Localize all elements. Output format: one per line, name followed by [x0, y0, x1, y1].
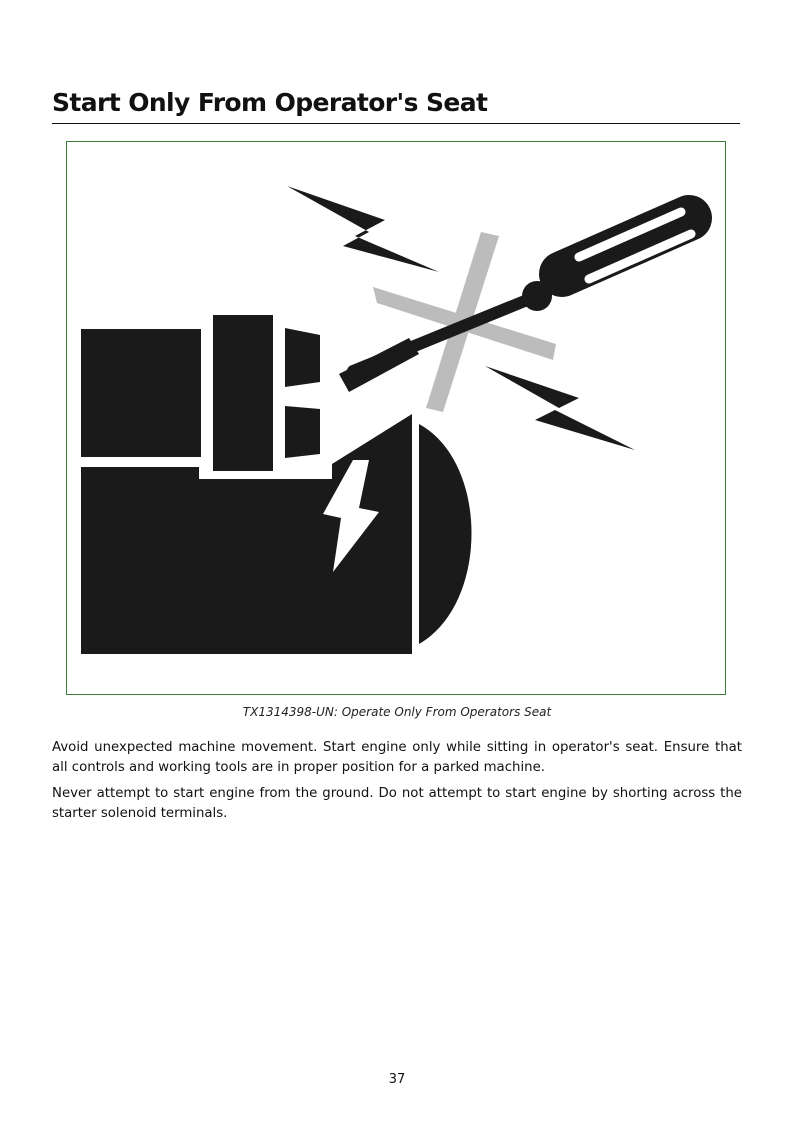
page-number: 37 [388, 1072, 406, 1087]
page-title: Start Only From Operator's Seat [52, 86, 740, 124]
figure-caption: TX1314398-UN: Operate Only From Operators Seat [242, 705, 552, 719]
spark-top-icon [287, 186, 439, 272]
safety-illustration [66, 141, 726, 695]
spark-bottom-icon [485, 366, 635, 450]
starter-motor-graphic [81, 315, 472, 654]
paragraph-ground-start-warning: Never attempt to start engine from the ground. Do not attempt to start engine by shorting across the starter solenoid terminals. [52, 786, 742, 821]
starter-shorting-hazard-icon [67, 142, 727, 696]
paragraph-machine-movement: Avoid unexpected machine movement. Start engine only while sitting in operator's seat. Ensure that all controls and working tools are in proper position for a parked machine. [52, 740, 742, 775]
